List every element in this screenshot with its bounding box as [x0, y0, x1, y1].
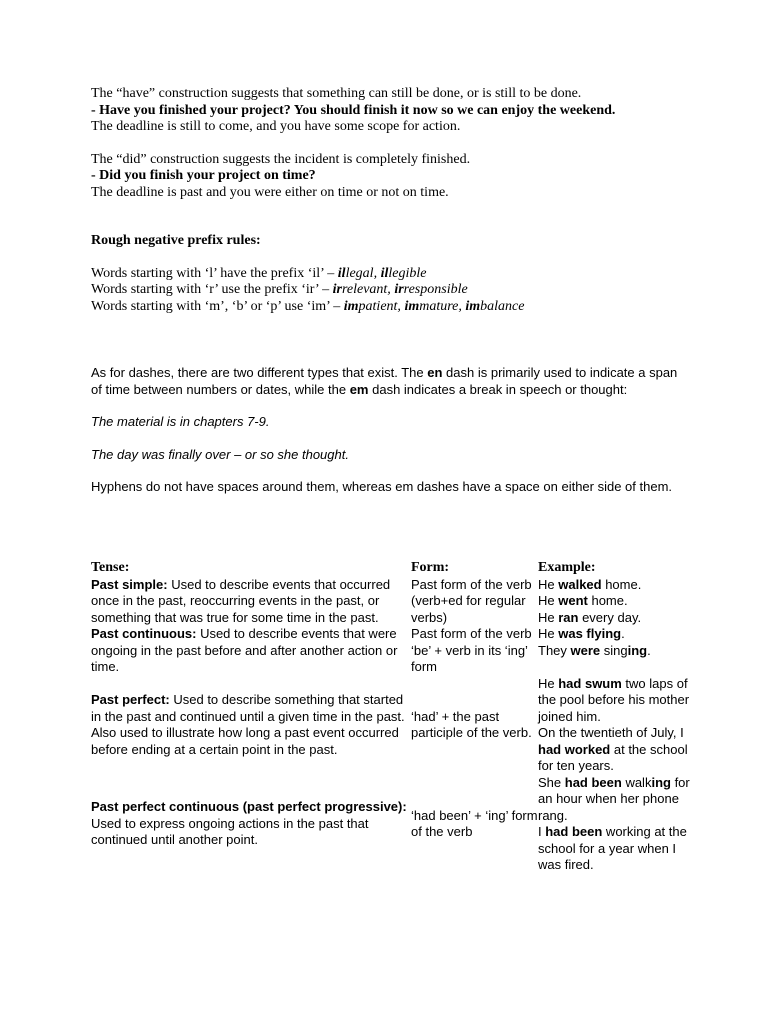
- have-example: - Have you finished your project? You should finish it now so we can enjoy the weekend.: [91, 102, 616, 118]
- table-row: [91, 775, 698, 874]
- hyphens-paragraph: Hyphens do not have spaces around them, whereas em dashes have a space on either side of them.: [91, 479, 673, 494]
- prefix-rule-r: Words starting with ‘r’ use the prefix ‘ir’ – irrelevant, irresponsible: [91, 282, 468, 297]
- past-continuous-tense: Past continuous: Used to describe events that were ongoing in the past before and after another action or time.: [91, 626, 398, 674]
- prefix-rule-m: Words starting with ‘m’, ‘b’ or ‘p’ use ‘im’ – impatient, immature, imbalance: [91, 298, 525, 314]
- past-simple-example: He walked home. He went home. He ran every day.: [538, 576, 642, 625]
- past-perfect-example: He had swum two laps of the pool before his mother joined him. On the twentieth of July, I had worked at the school for ten years.: [538, 675, 690, 773]
- past-perfect-continuous-form: ‘had been’ + ‘ing’ form of the verb: [411, 807, 538, 839]
- past-perfect-tense: Past perfect: Used to describe something that started in the past and continued until a given time in the past. Also used to illustrate how long a past event occurred before ending at a certain point in the past.: [91, 692, 405, 757]
- did-intro: The “did” construction suggests the incident is completely finished.: [91, 151, 471, 167]
- past-perfect-form: ‘had’ + the past participle of the verb.: [411, 708, 532, 740]
- did-example: - Did you finish your project on time?: [91, 168, 316, 183]
- header-tense: Tense:: [91, 560, 130, 575]
- prefix-rule-l: Words starting with ‘l’ have the prefix ‘il’ – illegal, illegible: [91, 265, 427, 281]
- did-explanation: The deadline is past and you were either on time or not on time.: [91, 184, 449, 200]
- past-continuous-example: He was flying. They were singing.: [538, 626, 651, 658]
- dash-example-em: The day was finally over – or so she thought.: [91, 446, 349, 462]
- dash-example-en: The material is in chapters 7-9.: [91, 414, 270, 429]
- table-row: [91, 577, 698, 627]
- have-intro: The “have” construction suggests that something can still be done, or is still to be done.: [91, 86, 582, 101]
- table-row: [91, 626, 698, 676]
- past-continuous-form: Past form of the verb ‘be’ + verb in its ‘ing’ form: [411, 626, 532, 674]
- past-simple-tense: Past simple: Used to describe events that occurred once in the past, reoccurring events in the past, or something that was true for some time in the past.: [91, 576, 391, 625]
- header-example: Example:: [538, 560, 596, 575]
- past-perfect-continuous-example: She had been walking for an hour when her phone rang. I had been working at the school for a year when I was fired.: [538, 774, 690, 872]
- dash-paragraph: As for dashes, there are two different types that exist. The en dash is primarily used to indicate a span of time between numbers or dates, while the em dash indicates a break in speech or thought:: [91, 365, 678, 397]
- have-explanation: The deadline is still to come, and you have some scope for action.: [91, 119, 461, 134]
- tense-table: [91, 560, 698, 874]
- past-simple-form: Past form of the verb (verb+ed for regular verbs): [411, 576, 532, 625]
- document-page: [91, 86, 691, 496]
- table-header-row: [91, 560, 698, 577]
- header-form: Form:: [411, 560, 450, 575]
- table-row: [91, 676, 698, 775]
- prefix-heading: Rough negative prefix rules:: [91, 233, 261, 248]
- past-perfect-continuous-tense: Past perfect continuous (past perfect progressive): Used to express ongoing actions in the past that continued until another point.: [91, 799, 407, 848]
